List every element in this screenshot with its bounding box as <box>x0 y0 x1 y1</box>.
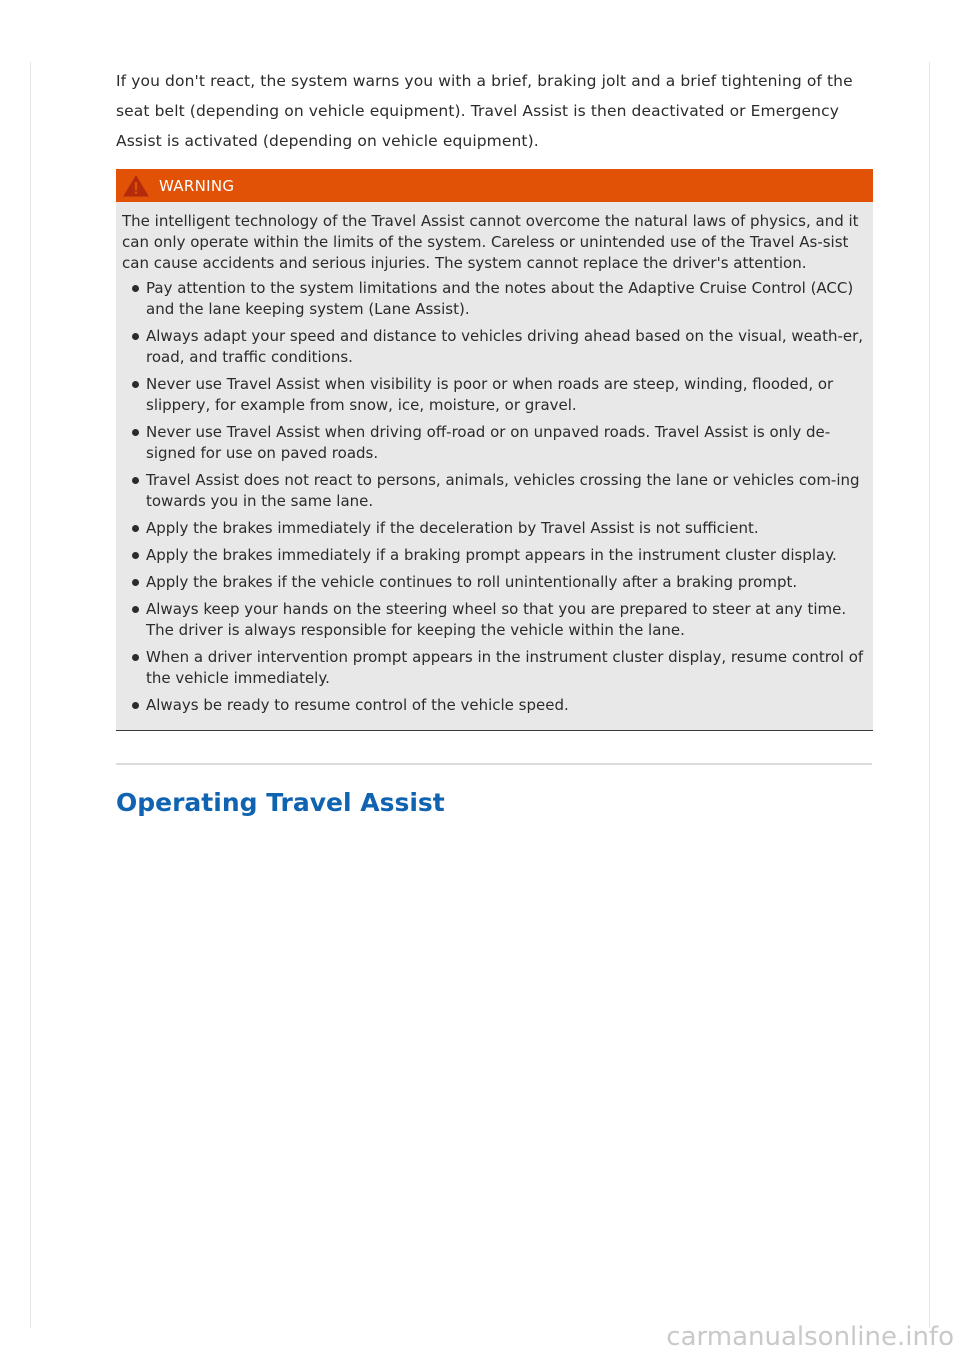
warning-body <box>116 202 873 730</box>
warning-list-item: Always be ready to resume control of the vehicle speed. <box>122 695 865 716</box>
warning-list-item: Travel Assist does not react to persons, animals, vehicles crossing the lane or vehicles com-ing towards you in the same lane. <box>122 470 865 512</box>
warning-box <box>116 169 873 731</box>
warning-list <box>122 278 865 716</box>
warning-title: WARNING <box>159 176 235 195</box>
warning-list-item: Never use Travel Assist when driving off-road or on unpaved roads. Travel Assist is only de-signed for use on paved roads. <box>122 422 865 464</box>
warning-list-item: Always adapt your speed and distance to vehicles driving ahead based on the visual, weath-er, road, and traffic conditions. <box>122 326 865 368</box>
warning-list-item: Apply the brakes if the vehicle continues to roll unintentionally after a braking prompt. <box>122 572 865 593</box>
page-margin-right <box>929 62 930 1328</box>
watermark-text: carmanualsonline.info <box>666 1322 954 1352</box>
section-divider <box>116 763 872 765</box>
warning-list-item: When a driver intervention prompt appears in the instrument cluster display, resume control of the vehicle immediately. <box>122 647 865 689</box>
warning-lead-text: The intelligent technology of the Travel Assist cannot overcome the natural laws of physics, and it can only operate within the limits of the system. Careless or unintended use of the Travel As-sist can cause accidents and serious injuries. The system cannot replace the driver's attention. <box>122 212 859 272</box>
intro-paragraph: If you don't react, the system warns you with a brief, braking jolt and a brief tightening of the seat belt (depending on vehicle equipment). Travel Assist is then deactivated or Emergency Assist is activated (depending on vehicle equipment). <box>116 72 853 150</box>
warning-list-item: Apply the brakes immediately if the deceleration by Travel Assist is not sufficient. <box>122 518 865 539</box>
warning-list-item: Pay attention to the system limitations and the notes about the Adaptive Cruise Control (ACC) and the lane keeping system (Lane Assist). <box>122 278 865 320</box>
warning-header <box>116 169 873 202</box>
page-margin-left <box>30 62 31 1328</box>
warning-list-item: Apply the brakes immediately if a braking prompt appears in the instrument cluster display. <box>122 545 865 566</box>
section-heading: Operating Travel Assist <box>116 788 445 817</box>
warning-list-item: Always keep your hands on the steering wheel so that you are prepared to steer at any time. The driver is always responsible for keeping the vehicle within the lane. <box>122 599 865 641</box>
warning-triangle-icon <box>123 175 149 197</box>
warning-list-item: Never use Travel Assist when visibility is poor or when roads are steep, winding, flooded, or slippery, for example from snow, ice, moisture, or gravel. <box>122 374 865 416</box>
